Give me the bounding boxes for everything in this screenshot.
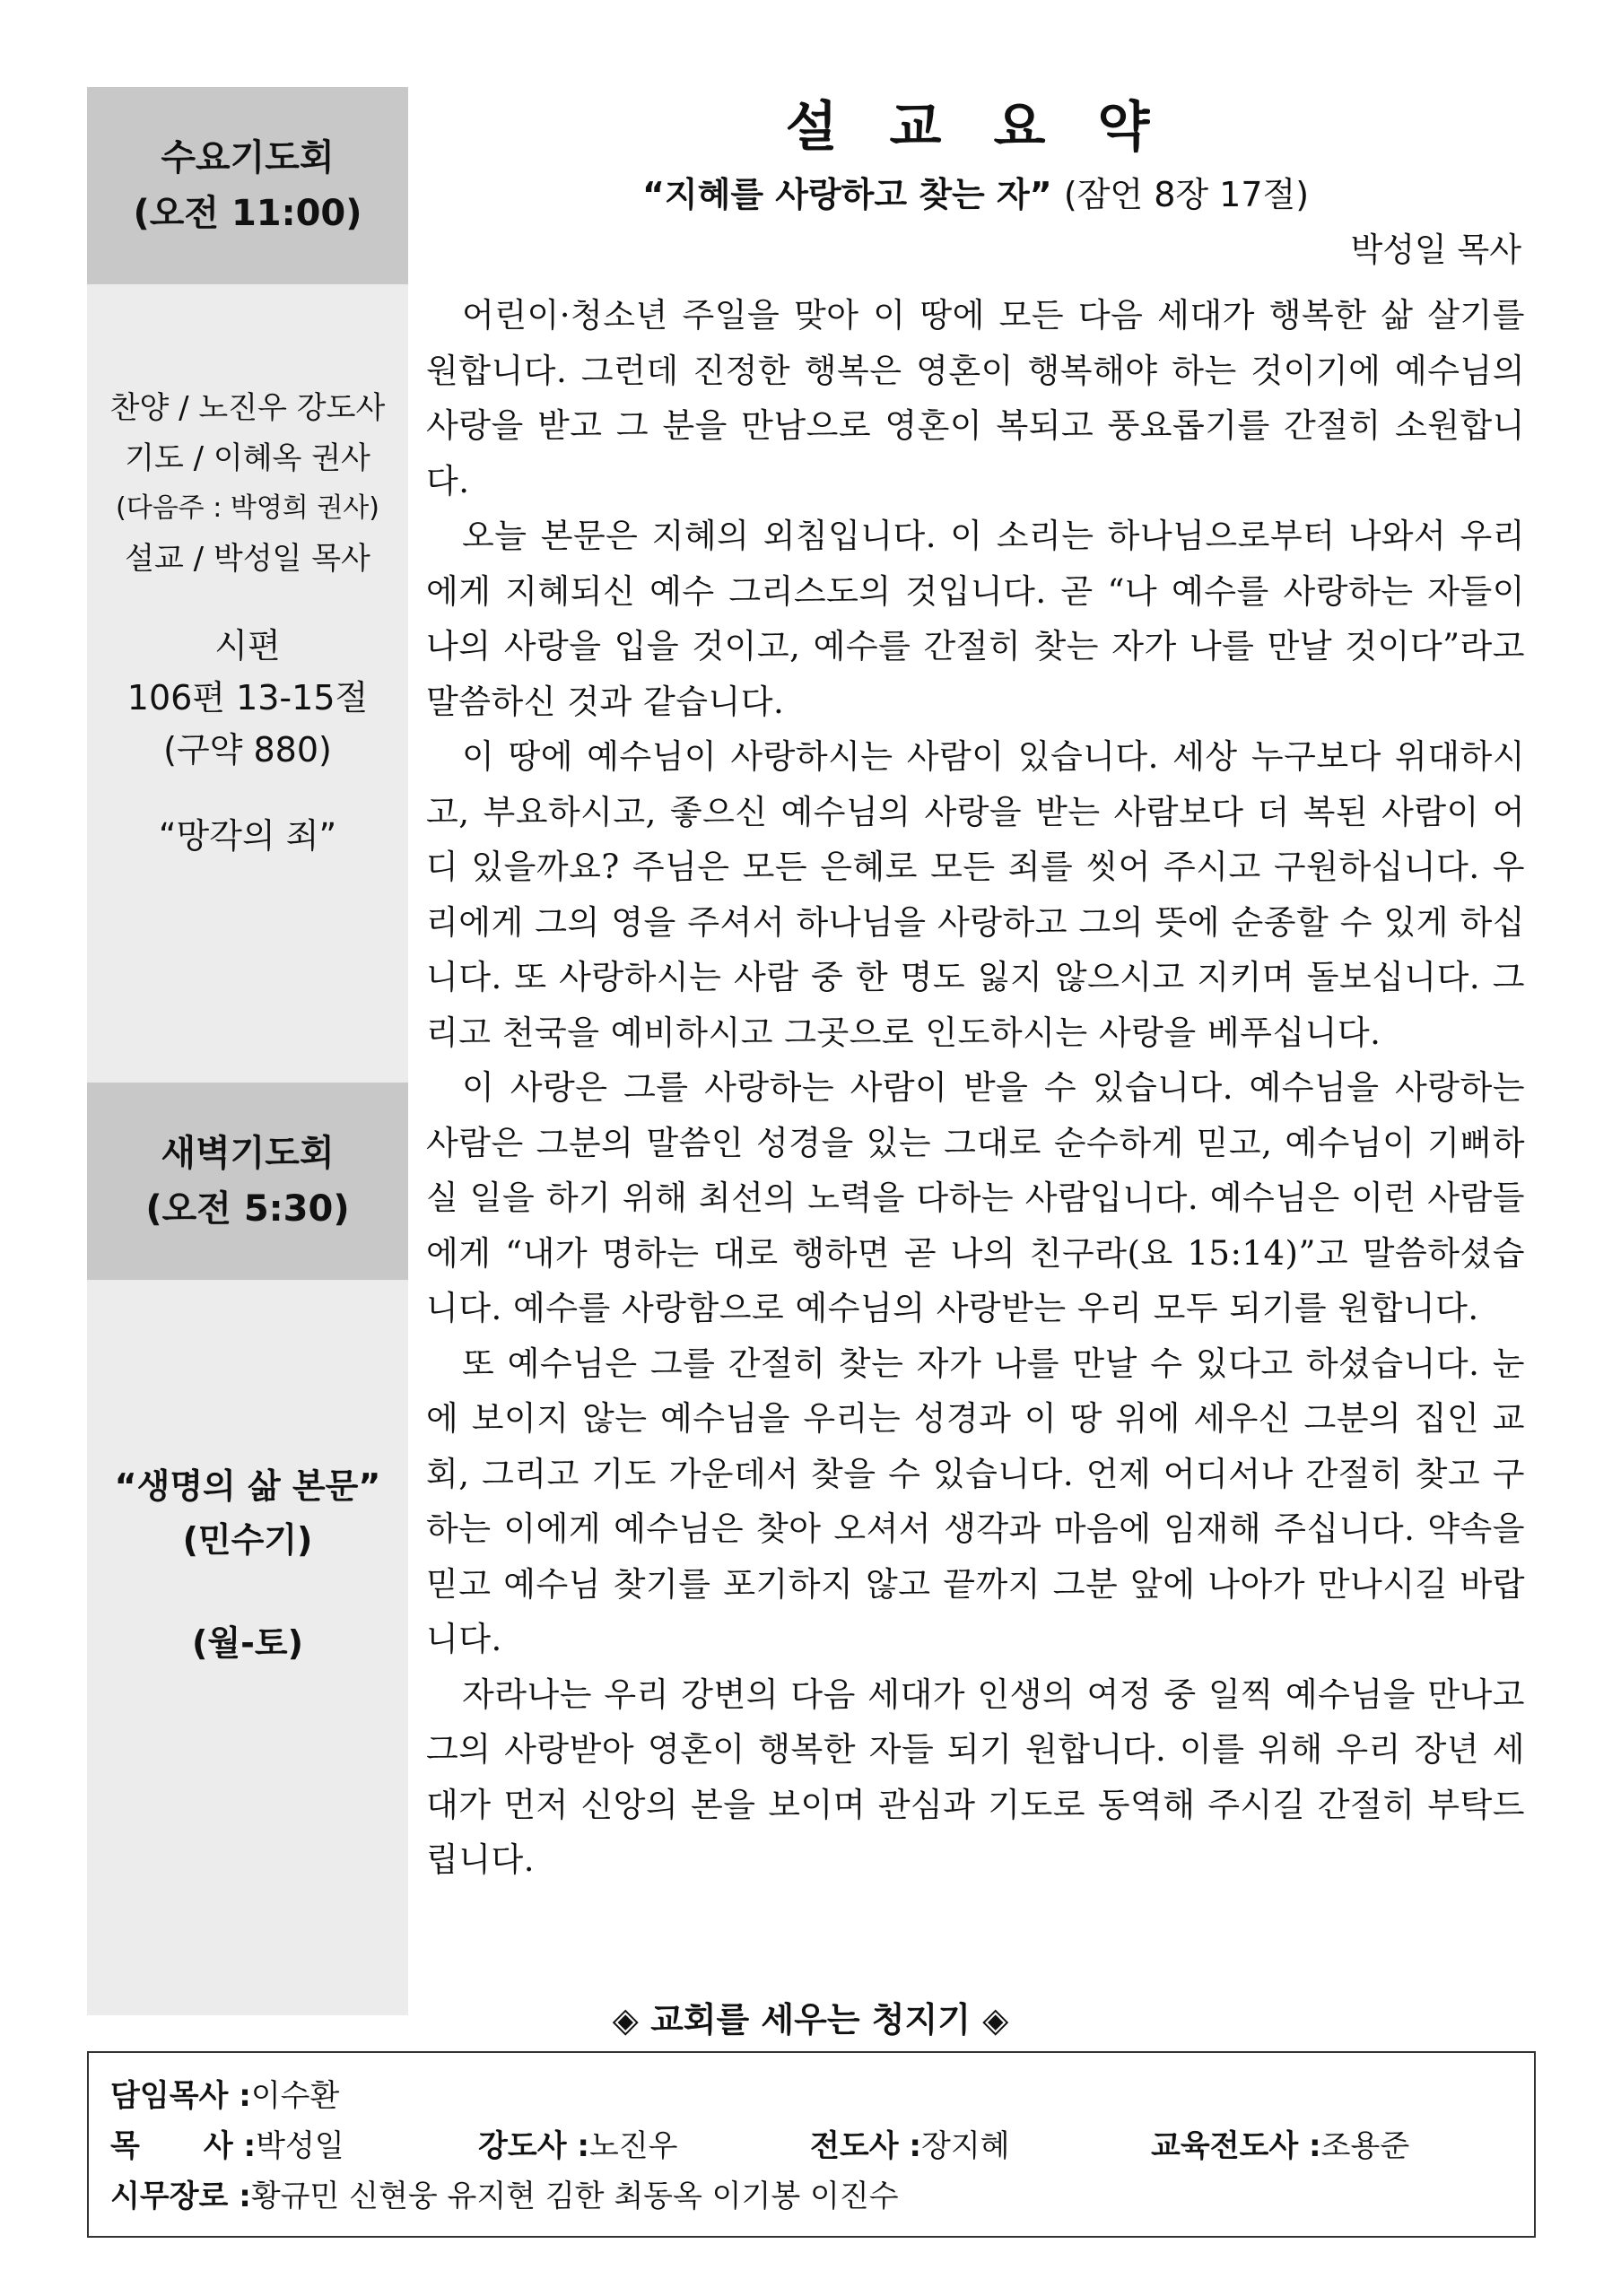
elders-label: 시무장로 : — [110, 2179, 251, 2214]
praise-leader: 찬양 / 노진우 강도사 — [109, 390, 386, 426]
staff-row-ministers — [110, 2121, 1512, 2171]
prayer-leader: 기도 / 이혜옥 권사 — [125, 440, 370, 476]
psalm-label: 시편 — [214, 626, 281, 665]
sermon-heading: 설교요약 — [785, 96, 1202, 159]
psalm-verses: 106편 13-15절 — [126, 678, 369, 718]
evangelist-name: 장지혜 — [920, 2128, 1010, 2164]
sermon-paragraph: 오늘 본문은 지혜의 외침입니다. 이 소리는 하나님으로부터 나와서 우리에게 지혜되신 예수 그리스도의 것입니다. 곧 “나 예수를 사랑하는 자들이 나의 사랑을 입을 것이고, 예수를 간절히 찾는 자가 나를 만날 것이다”라고 말씀하신 것과 같습니다. — [426, 517, 1525, 721]
sermon-paragraph: 또 예수님은 그를 간절히 찾는 자가 나를 만날 수 있다고 하셨습니다. 눈에 보이지 않는 예수님을 우리는 성경과 이 땅 위에 세우신 그분의 집인 교회, 그리고 기도 가운데서 찾을 수 있습니다. 언제 어디서나 간절히 찾고 구하는 이에게 예수님은 찾아 오셔서 생각과 마음에 임재해 주십니다. 약속을 믿고 예수님 찾기를 포기하지 않고 끝까지 그분 앞에 나아가 만나시길 바랍니다. — [426, 1344, 1525, 1658]
service-order-block — [87, 284, 408, 1083]
staff-row-elders — [110, 2171, 1512, 2222]
sermon-subtitle — [426, 168, 1525, 222]
sermon-paragraph: 이 땅에 예수님이 사랑하시는 사람이 있습니다. 세상 누구보다 위대하시고, 부요하시고, 좋으신 예수님의 사랑을 받는 사람보다 더 복된 사람이 어디 있을까요? 주님은 모든 은혜로 모든 죄를 씻어 주시고 구원하십니다. 우리에게 그의 영을 주셔서 하나님을 사랑하고 그의 뜻에 순종할 수 있게 하십니다. 또 사랑하시는 사람 중 한 명도 잃지 않으시고 지키며 돌보십니다. 그리고 천국을 예비하시고 그곳으로 인도하시는 사랑을 베푸십니다. — [426, 737, 1525, 1052]
psalm-page: (구약 880) — [163, 730, 332, 770]
wednesday-prayer-time: (오전 11:00) — [133, 193, 362, 234]
wednesday-prayer-block — [87, 87, 408, 284]
elders-names: 황규민 신현웅 유지현 김한 최동옥 이기봉 이진수 — [250, 2179, 899, 2214]
dawn-prayer-time: (오전 5:30) — [145, 1188, 350, 1230]
evangelist-label: 전도사 : — [810, 2128, 921, 2164]
sermon-scripture-ref: (잠언 8장 17절) — [1063, 175, 1310, 214]
sermon-paragraph: 어린이·청소년 주일을 맞아 이 땅에 모든 다음 세대가 행복한 삶 살기를 원합니다. 그런데 진정한 행복은 영혼이 행복해야 하는 것이기에 예수님의 사랑을 받고 그 분을 만남으로 영혼이 복되고 풍요롭기를 간절히 소원합니다. — [426, 296, 1525, 500]
dawn-prayer-title: 새벽기도회 — [161, 1133, 335, 1174]
pastor-name: 박성일 — [256, 2128, 344, 2164]
sermon-subtitle-main: “지혜를 사랑하고 찾는 자” — [641, 175, 1052, 214]
life-reading-book: (민수기) — [182, 1520, 313, 1560]
sermon-preacher: 박성일 목사 — [1350, 230, 1521, 269]
sermon-body — [426, 288, 1525, 1888]
sidebar — [87, 87, 408, 2015]
staff-row-senior — [110, 2071, 1512, 2121]
sermon-paragraph: 자라나는 우리 강변의 다음 세대가 인생의 여정 중 일찍 예수님을 만나고 그의 사랑받아 영혼이 행복한 자들 되기 원합니다. 이를 위해 우리 장년 세대가 먼저 신앙의 본을 보이며 관심과 기도로 동역해 주시길 간절히 부탁드립니다. — [426, 1674, 1525, 1879]
life-reading-title: “생명의 삶 본문” — [114, 1466, 381, 1506]
edu-evangelist-label: 교육전도사 : — [1151, 2128, 1321, 2164]
sermon-theme: “망각의 죄” — [158, 816, 337, 856]
staff-box — [87, 2051, 1536, 2238]
senior-pastor-name: 이수환 — [250, 2078, 340, 2114]
life-reading-block — [87, 1280, 408, 2015]
edu-evangelist-name: 조용준 — [1320, 2128, 1410, 2164]
pastor-label: 목 사 : — [110, 2128, 257, 2164]
staff-heading: ◈ 교회를 세우는 청지기 ◈ — [612, 2000, 1009, 2039]
wednesday-prayer-title: 수요기도회 — [161, 137, 335, 178]
sermon-paragraph: 이 사랑은 그를 사랑하는 사람이 받을 수 있습니다. 예수님을 사랑하는 사람은 그분의 말씀인 성경을 있는 그대로 순수하게 믿고, 예수님이 기뻐하실 일을 하기 위해 최선의 노력을 다하는 사람입니다. 예수님은 이런 사람들에게 “내가 명하는 대로 행하면 곧 나의 친구라(요 15:14)”고 말씀하셨습니다. 예수를 사랑함으로 예수님의 사랑받는 우리 모두 되기를 원합니다. — [426, 1068, 1525, 1327]
preacher-name: 노진우 — [588, 2128, 678, 2164]
dawn-prayer-block — [87, 1083, 408, 1280]
sermon-summary — [426, 87, 1525, 1888]
preacher-label: 강도사 : — [478, 2128, 589, 2164]
next-week-prayer: (다음주 : 박영희 권사) — [116, 492, 379, 524]
senior-pastor-label: 담임목사 : — [110, 2078, 251, 2114]
life-reading-days: (월-토) — [192, 1623, 303, 1663]
sermon-speaker: 설교 / 박성일 목사 — [125, 541, 370, 577]
